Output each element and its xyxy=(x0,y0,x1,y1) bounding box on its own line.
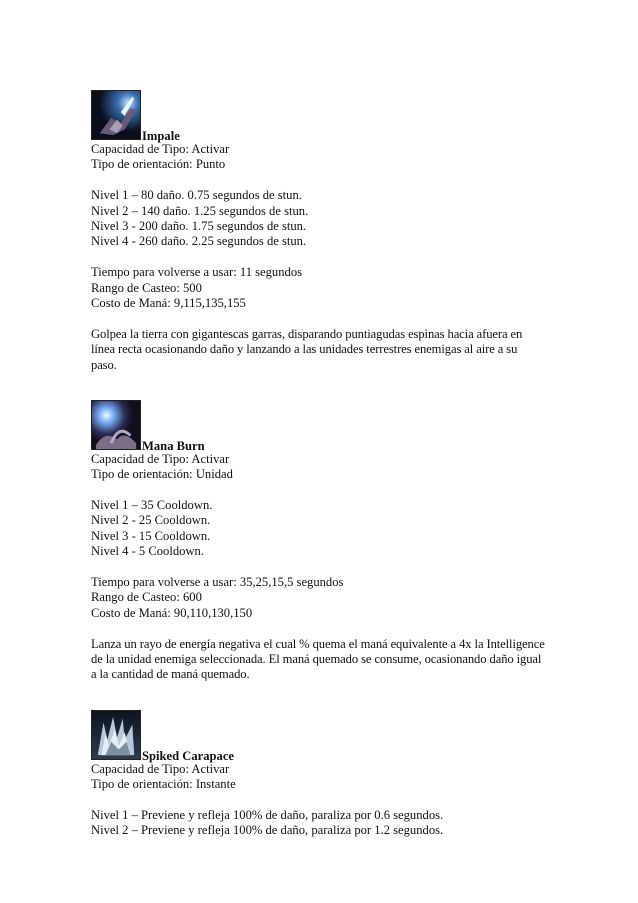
ability-type: Capacidad de Tipo: Activar xyxy=(91,761,230,776)
ability-header xyxy=(91,400,561,452)
impale-icon xyxy=(91,90,141,140)
level-line: Nivel 3 - 15 Cooldown. xyxy=(91,528,211,543)
ability-target: Tipo de orientación: Instante xyxy=(91,777,236,792)
ability-target: Tipo de orientación: Punto xyxy=(91,157,226,172)
level-line: Nivel 2 – Previene y refleja 100% de daño, paraliza por 1.2 segundos. xyxy=(91,823,444,838)
ability-spiked-carapace xyxy=(91,710,561,839)
cooldown-text: Tiempo para volverse a usar: 11 segundos xyxy=(91,265,303,280)
level-line: Nivel 1 – 35 Cooldown. xyxy=(91,498,213,513)
level-line: Nivel 4 - 5 Cooldown. xyxy=(91,544,204,559)
level-line: Nivel 2 - 25 Cooldown. xyxy=(91,513,211,528)
mana-cost-text: Costo de Maná: 90,110,130,150 xyxy=(91,605,253,620)
level-line: Nivel 1 – 80 daño. 0.75 segundos de stun. xyxy=(91,188,302,203)
ability-mana-burn xyxy=(91,400,561,683)
level-line: Nivel 2 – 140 daño. 1.25 segundos de stun. xyxy=(91,203,309,218)
spiked-carapace-icon xyxy=(91,710,141,760)
ability-impale xyxy=(91,90,561,373)
level-line: Nivel 4 - 260 daño. 2.25 segundos de stun. xyxy=(91,234,307,249)
level-line: Nivel 3 - 200 daño. 1.75 segundos de stun. xyxy=(91,218,307,233)
level-line: Nivel 1 – Previene y refleja 100% de daño, paraliza por 0.6 segundos. xyxy=(91,807,444,822)
ability-description: Golpea la tierra con gigantescas garras, disparando puntiagudas espinas hacia afuera en línea recta ocasionando daño y lanzando a las unidades terrestres enemigas al aire a su paso. xyxy=(91,326,523,372)
mana-burn-icon xyxy=(91,400,141,450)
range-text: Rango de Casteo: 600 xyxy=(91,590,202,605)
ability-header xyxy=(91,90,561,142)
range-text: Rango de Casteo: 500 xyxy=(91,280,202,295)
mana-cost-text: Costo de Maná: 9,115,135,155 xyxy=(91,295,246,310)
ability-description: Lanza un rayo de energía negativa el cual % quema el maná equivalente a 4x la Intelligence de la unidad enemiga seleccionada. El maná quemado se consume, ocasionando daño igual a la cantidad de maná quemado. xyxy=(91,636,545,682)
ability-type: Capacidad de Tipo: Activar xyxy=(91,451,230,466)
ability-title: Impale xyxy=(142,129,180,143)
document-page xyxy=(91,90,561,839)
cooldown-text: Tiempo para volverse a usar: 35,25,15,5 segundos xyxy=(91,575,344,590)
ability-title: Spiked Carapace xyxy=(142,748,235,763)
ability-type: Capacidad de Tipo: Activar xyxy=(91,142,230,156)
ability-target: Tipo de orientación: Unidad xyxy=(91,467,233,482)
ability-header xyxy=(91,710,561,762)
ability-title: Mana Burn xyxy=(142,438,205,453)
